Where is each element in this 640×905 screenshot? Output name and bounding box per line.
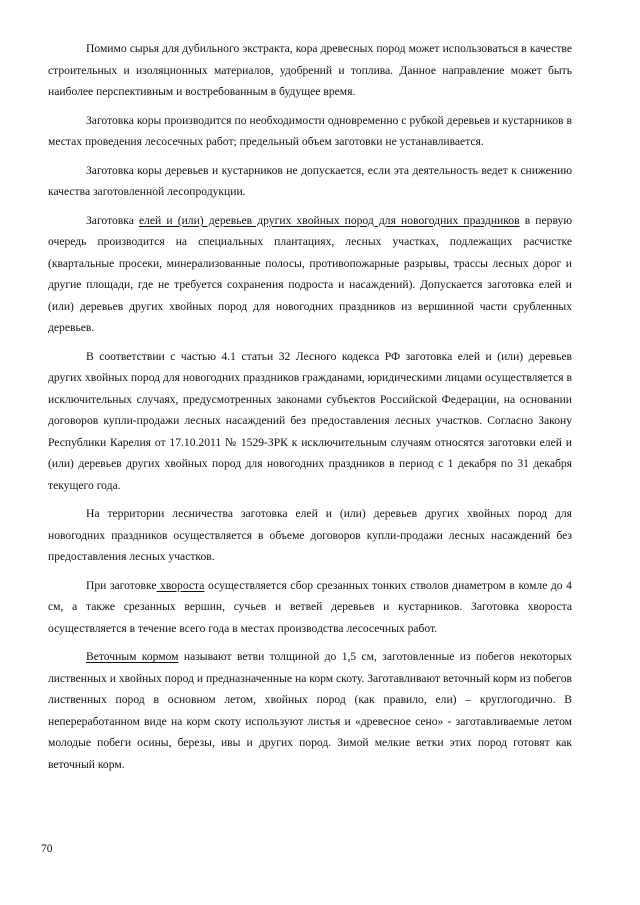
paragraph-forest-code — [48, 346, 572, 497]
paragraph-brushwood — [48, 575, 572, 640]
paragraph-text: в первую очередь производится на специальных плантациях, лесных участках, подлежащих расчистке (квартальные просеки, минерализованные полосы, противопожарные разрывы, трассы лесных дорог и другие площади, где не требуется сохранения подроста и насаждений). Допускается заготовка елей и (или) деревьев других хвойных пород для новогодних праздников из вершинной части срубленных деревьев. — [48, 213, 572, 334]
paragraph-text: При заготовке — [86, 578, 157, 592]
paragraph-text: осуществляется сбор срезанных тонких стволов диаметром в комле до 4 см, а также срезанных вершин, сучьев и ветвей деревьев и кустарников. Заготовка хвороста осуществляется в течение всего года в местах производства лесосечных работ. — [48, 578, 572, 635]
paragraph-new-year-trees — [48, 210, 572, 339]
paragraph-text: Помимо сырья для дубильного экстракта, кора древесных пород может использоваться в качестве строительных и изоляционных материалов, удобрений и топлива. Данное направление может быть наиболее перспективным и востребованным в будущее время. — [48, 42, 572, 98]
page-body — [48, 38, 572, 782]
paragraph-branch-feed — [48, 646, 572, 775]
paragraph-text: называют ветви толщиной до 1,5 см, заготовленные из побегов некоторых лиственных и хвойных пород и предназначенные на корм скоту. Заготавливают веточный корм из побегов лиственных пород в основном летом, хвойных пород (как правило, ели) – круглогодично. В непереработанном виде на корм скоту используют листья и «древесное сено» - заготавливаемые летом молодые побеги осины, березы, ивы и других пород. Зимой мелкие ветки этих пород готовят как веточный корм. — [48, 650, 573, 771]
underlined-term: Веточным кормом — [86, 650, 179, 663]
paragraph-forestry-territory — [48, 503, 572, 568]
underlined-term: хвороста — [156, 578, 205, 592]
paragraph-text: В соответствии с частью 4.1 статьи 32 Лесного кодекса РФ заготовка елей и (или) деревьев других хвойных пород для новогодних праздников гражданами, юридическими лицами осуществляется в исключительных случаях, предусмотренных законами субъектов Российской Федерации, на основании договоров купли-продажи лесных насаждений без предоставления лесных участков. Согласно Закону Республики Карелия от 17.10.2011 № 1529-ЗРК к исключительным случаям относятся заготовки елей и (или) деревьев других хвойных пород для новогодних праздников в период с 1 декабря по 31 декабря текущего года. — [48, 349, 572, 492]
paragraph-text: Заготовка — [86, 213, 139, 227]
underlined-term: елей и (или) деревьев других хвойных пород для новогодних праздников — [138, 213, 520, 227]
paragraph-text: На территории лесничества заготовка елей и (или) деревьев других хвойных пород для новогодних праздников осуществляется в объеме договоров купли-продажи лесных насаждений без предоставления лесных участков. — [48, 507, 572, 563]
page-number: 70 — [41, 842, 53, 855]
paragraph-bark-uses — [48, 38, 572, 103]
paragraph-bark-harvesting — [48, 110, 572, 153]
paragraph-text: Заготовка коры производится по необходимости одновременно с рубкой деревьев и кустарников в местах проведения лесосечных работ; предельный объем заготовки не устанавливается. — [48, 113, 572, 148]
paragraph-text: Заготовка коры деревьев и кустарников не допускается, если эта деятельность ведет к снижению качества заготовленной лесопродукции. — [48, 163, 572, 198]
paragraph-bark-restriction — [48, 160, 572, 203]
